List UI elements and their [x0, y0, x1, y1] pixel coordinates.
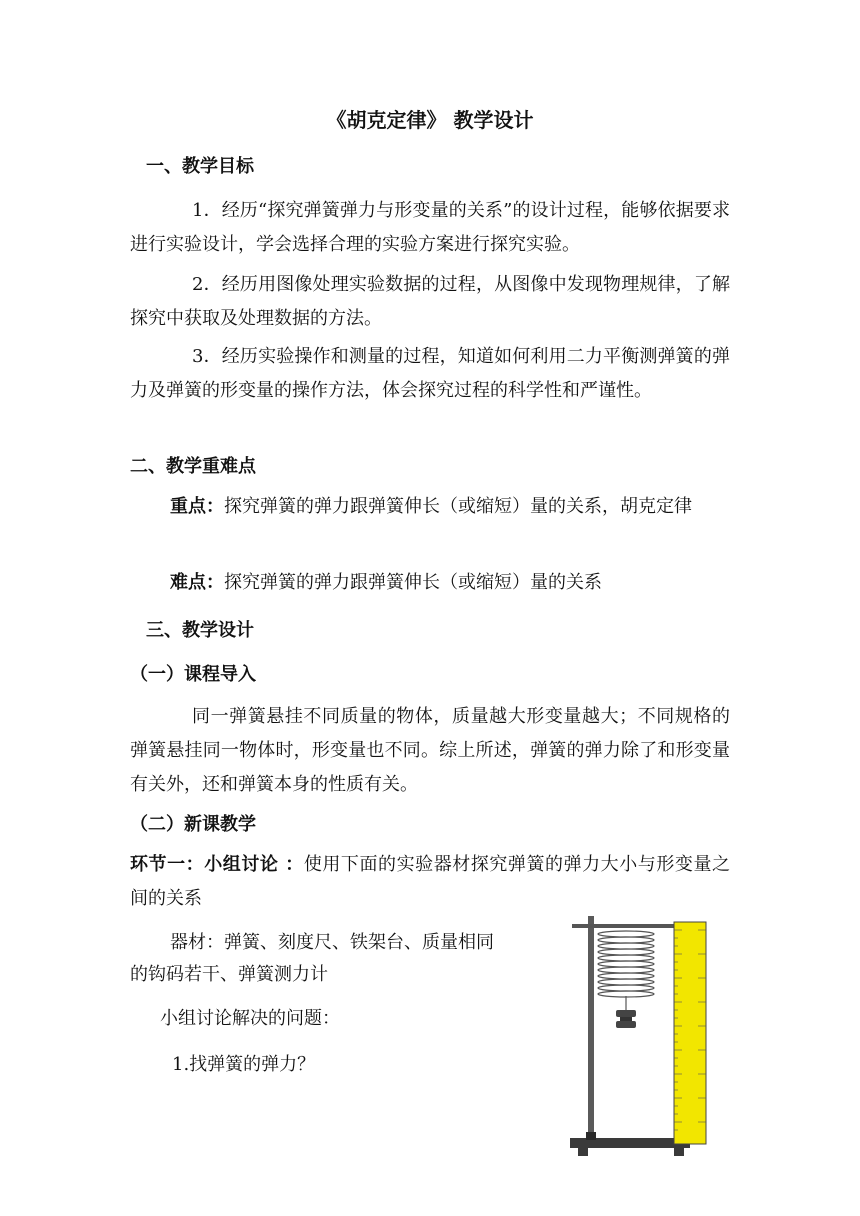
goal-item-3: 3．经历实验操作和测量的过程，知道如何利用二力平衡测弹簧的弹力及弹簧的形变量的操作方法，体会探究过程的科学性和严谨性。	[130, 346, 730, 401]
stand-pole	[588, 916, 594, 1138]
section-heading-key-points: 二、教学重难点	[130, 456, 256, 477]
stand-foot-left	[578, 1148, 588, 1156]
difficulty-paragraph	[170, 568, 602, 594]
stand-arm	[572, 924, 682, 928]
goal-item-2: 2．经历用图像处理实验数据的过程，从图像中发现物理规律，了解探究中获取及处理数据的方法。	[130, 274, 730, 329]
key-point-text: 探究弹簧的弹力跟弹簧伸长（或缩短）量的关系，胡克定律	[224, 496, 692, 517]
equipment-line-2: 的钩码若干、弹簧测力计	[130, 964, 328, 985]
subsection-heading-new-lesson: （二）新课教学	[130, 814, 256, 835]
pole-clamp	[586, 1132, 596, 1140]
intro-paragraph: 同一弹簧悬挂不同质量的物体，质量越大形变量越大；不同规格的弹簧悬挂同一物体时，形变量也不同。综上所述，弹簧的弹力除了和形变量有关外，还和弹簧本身的性质有关。	[130, 706, 730, 795]
spring-experiment-figure	[556, 910, 730, 1160]
section-heading-goals: 一、教学目标	[146, 156, 254, 177]
difficulty-text: 探究弹簧的弹力跟弹簧伸长（或缩短）量的关系	[224, 572, 602, 593]
question-1: 1.找弹簧的弹力？	[172, 1054, 316, 1075]
goal-item-1: 1．经历“探究弹簧弹力与形变量的关系”的设计过程，能够依据要求进行实验设计，学会选择合理的实验方案进行探究实验。	[130, 200, 730, 255]
key-point-label: 重点：	[170, 496, 224, 517]
step1-text: 使用下面的实验器材探究弹簧的弹力大小与形变量之间的关系	[130, 854, 730, 909]
stand-foot-right	[674, 1148, 684, 1156]
step1-label: 环节一：小组讨论 ：	[130, 854, 304, 875]
ruler	[674, 922, 706, 1144]
step1-paragraph	[130, 848, 730, 916]
spring	[598, 931, 654, 1010]
section-heading-design: 三、教学设计	[146, 620, 254, 641]
difficulty-label: 难点：	[170, 572, 224, 593]
page-title: 《胡克定律》 教学设计	[326, 108, 534, 132]
hook-weights	[616, 1010, 636, 1028]
key-point-paragraph	[130, 490, 730, 524]
equipment-line-1: 器材：弹簧、刻度尺、铁架台、质量相同	[170, 932, 494, 953]
subsection-heading-intro: （一）课程导入	[130, 664, 256, 685]
discussion-intro: 小组讨论解决的问题：	[160, 1008, 340, 1029]
